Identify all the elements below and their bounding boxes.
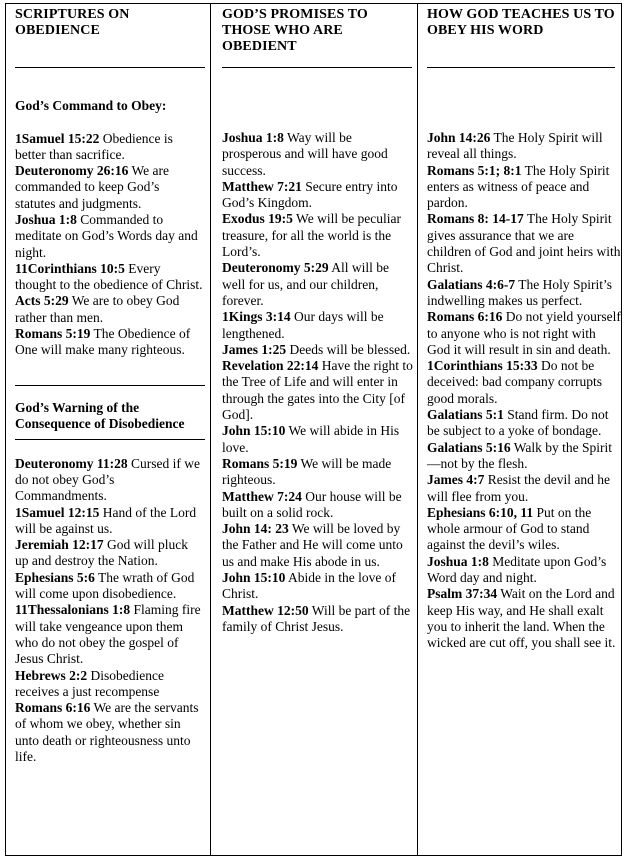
- header-rule: [15, 67, 205, 68]
- column-header: HOW GOD TEACHES US TO OBEY HIS WORD: [427, 7, 615, 38]
- verse-ref: Deuteronomy 26:16: [15, 163, 129, 179]
- list-item: [15, 163, 203, 212]
- verse-text: Do not be deceived: bad company corrupts good morals.: [427, 358, 603, 406]
- list-item: [15, 326, 203, 359]
- verse-text: Every thought to the obedience of Christ.: [15, 260, 203, 293]
- verse-text: Our house will be built on a solid rock.: [222, 488, 402, 520]
- list-item: [222, 423, 414, 456]
- verse-text: Flaming fire will take vengeance upon them who do not obey the gospel of Jesus Christ.: [15, 602, 201, 667]
- verse-text: Do not yield yourself to anyone who is not right with God it will result in sin and death.: [427, 309, 621, 357]
- list-item: [222, 342, 414, 358]
- verse-ref: 1Samuel 15:22: [15, 130, 100, 146]
- list-item: [15, 212, 203, 261]
- column-divider-2: [417, 3, 418, 856]
- verse-ref: Matthew 12:50: [222, 602, 309, 618]
- list-item: [427, 163, 621, 212]
- verse-ref: Deuteronomy 11:28: [15, 455, 128, 471]
- list-item: [427, 407, 621, 440]
- list-item: [222, 456, 414, 489]
- verse-text: We will be made righteous.: [222, 455, 392, 488]
- list-item: [222, 179, 414, 212]
- verse-ref: Acts 5:29: [15, 293, 69, 309]
- column-promises: [222, 7, 414, 635]
- verse-ref: Romans 5:19: [222, 455, 298, 471]
- table-border-left: [5, 3, 6, 856]
- table-border-right: [621, 3, 622, 856]
- verse-text: Will be part of the family of Christ Jesus.: [222, 602, 411, 634]
- verse-ref: 1Corinthians 15:33: [427, 358, 538, 374]
- list-item: [15, 131, 203, 164]
- table-border-bottom: [5, 855, 622, 856]
- list-item: [222, 260, 414, 309]
- verse-ref: John 14: 23: [222, 521, 289, 537]
- verse-ref: Joshua 1:8: [427, 553, 489, 569]
- list-item: [427, 358, 621, 407]
- verse-text: Stand firm. Do not be subject to a yoke of bondage.: [427, 407, 609, 439]
- column-header: GOD’S PROMISES TO THOSE WHO ARE OBEDIENT: [222, 7, 368, 54]
- verse-ref: Matthew 7:24: [222, 488, 302, 504]
- verse-ref: Romans 6:16: [15, 700, 91, 716]
- verse-text: Our days will be lengthened.: [222, 309, 384, 341]
- list-item: [222, 570, 414, 603]
- verse-ref: Galatians 5:16: [427, 439, 511, 455]
- list-item: [427, 586, 621, 651]
- verse-text: Deeds will be blessed.: [286, 341, 411, 357]
- list-item: [15, 456, 203, 505]
- list-item: [15, 570, 203, 603]
- verse-text: We will abide in His love.: [222, 423, 400, 455]
- list-item: [222, 130, 414, 179]
- verse-text: Have the right to the Tree of Life and will enter in through the gates into the City [of God].: [222, 358, 413, 423]
- list-item: [427, 505, 621, 554]
- verse-text: Disobedience receives a just recompense: [15, 667, 164, 699]
- header-rule: [427, 67, 615, 68]
- warning-list: [15, 456, 203, 766]
- verse-ref: Galatians 5:1: [427, 407, 504, 423]
- verse-ref: Romans 5:1; 8:1: [427, 162, 522, 178]
- verse-ref: Romans 8: 14-17: [427, 211, 524, 227]
- list-item: [222, 309, 414, 342]
- list-item: [222, 358, 414, 423]
- verse-ref: Hebrews 2:2: [15, 667, 88, 683]
- verse-text: God will pluck up and destroy the Nation.: [15, 537, 188, 569]
- verse-ref: Revelation 22:14: [222, 358, 319, 374]
- verse-ref: 11Thessalonians 1:8: [15, 602, 131, 618]
- verse-text: Abide in the love of Christ.: [222, 570, 396, 602]
- verse-text: All will be well for us, and our children, forever.: [222, 260, 389, 308]
- column-scriptures: [15, 7, 203, 765]
- verse-text: Hand of the Lord will be against us.: [15, 504, 197, 536]
- list-item: [222, 489, 414, 522]
- verse-ref: Deuteronomy 5:29: [222, 260, 329, 276]
- verse-text: Way will be prosperous and will have good success.: [222, 130, 388, 178]
- verse-text: We are the servants of whom we obey, whether sin unto death or righteousness unto life.: [15, 700, 199, 764]
- list-item: [427, 554, 621, 587]
- list-item: [15, 505, 203, 538]
- list-item: [15, 668, 203, 701]
- list-item: [15, 261, 203, 294]
- column-divider-1: [210, 3, 211, 856]
- verse-ref: Matthew 7:21: [222, 178, 302, 194]
- verse-text: The Holy Spirit gives assurance that we are children of God and joint heirs with Christ.: [427, 211, 621, 276]
- verse-text: We will be peculiar treasure, for all the world is the Lord’s.: [222, 211, 402, 260]
- section-title: God’s Command to Obey:: [15, 98, 167, 113]
- verse-ref: John 14:26: [427, 130, 491, 145]
- table-grid: [5, 3, 622, 856]
- section-rule: [15, 439, 205, 440]
- verse-ref: 11Corinthians 10:5: [15, 260, 125, 276]
- verse-ref: 1Samuel 12:15: [15, 504, 100, 520]
- list-item: [15, 537, 203, 570]
- verse-ref: Romans 6:16: [427, 309, 503, 325]
- verse-ref: Exodus 19:5: [222, 211, 293, 227]
- section-title: God’s Warning of the Consequence of Disobedience: [15, 399, 185, 432]
- verse-text: Wait on the Lord and keep His way, and He shall exalt you to inherit the land. When the wicked are cut off, you shall see it.: [427, 586, 616, 651]
- column-header: SCRIPTURES ON OBEDIENCE: [15, 7, 130, 38]
- verse-ref: James 4:7: [427, 472, 485, 488]
- verse-text: Put on the whole armour of God to stand against the devil’s wiles.: [427, 504, 592, 553]
- verse-ref: Jeremiah 12:17: [15, 537, 104, 553]
- verse-ref: Galatians 4:6-7: [427, 276, 516, 292]
- verse-text: We are commanded to keep God’s statutes and judgments.: [15, 163, 169, 211]
- list-item: [15, 602, 203, 667]
- table-border-top: [5, 3, 622, 4]
- verse-text: Obedience is better than sacrifice.: [15, 130, 173, 162]
- verse-text: Resist the devil and he will flee from you.: [427, 472, 610, 504]
- list-item: [222, 211, 414, 260]
- verse-text: The Obedience of One will make many righteous.: [15, 326, 191, 358]
- teaching-list: [427, 130, 621, 652]
- command-list: [15, 131, 203, 359]
- verse-ref: Ephesians 6:10, 11: [427, 504, 534, 520]
- list-item: [15, 293, 203, 326]
- verse-text: The Holy Spirit will reveal all things.: [427, 130, 603, 162]
- verse-text: Cursed if we do not obey God’s Commandments.: [15, 455, 200, 504]
- verse-ref: Psalm 37:34: [427, 586, 498, 602]
- verse-text: We will be loved by the Father and He will come unto us and make His abode in us.: [222, 521, 403, 569]
- verse-ref: Romans 5:19: [15, 326, 91, 342]
- section-rule: [15, 385, 205, 386]
- verse-ref: James 1:25: [222, 341, 287, 357]
- verse-ref: 1Kings 3:14: [222, 309, 291, 325]
- verse-ref: Joshua 1:8: [222, 130, 284, 145]
- list-item: [222, 521, 414, 570]
- verse-ref: Joshua 1:8: [15, 211, 77, 227]
- column-teaching: [427, 7, 621, 652]
- list-item: [222, 603, 414, 636]
- verse-text: Commanded to meditate on God’s Words day and night.: [15, 211, 198, 260]
- list-item: [427, 440, 621, 473]
- verse-text: The Holy Spirit enters as witness of peace and pardon.: [427, 162, 610, 211]
- promises-list: [222, 130, 414, 635]
- verse-ref: John 15:10: [222, 423, 286, 439]
- list-item: [427, 277, 621, 310]
- verse-ref: Ephesians 5:6: [15, 569, 95, 585]
- verse-text: We are to obey God rather than men.: [15, 293, 180, 325]
- verse-text: The wrath of God will come upon disobedience.: [15, 569, 195, 602]
- verse-text: Secure entry into God’s Kingdom.: [222, 178, 398, 211]
- header-rule: [222, 67, 412, 68]
- verse-text: The Holy Spirit’s indwelling makes us perfect.: [427, 276, 613, 308]
- verse-text: Walk by the Spirit—not by the flesh.: [427, 439, 613, 471]
- list-item: [15, 700, 203, 765]
- list-item: [427, 130, 621, 163]
- list-item: [427, 309, 621, 358]
- list-item: [427, 211, 621, 276]
- verse-text: Meditate upon God’s Word day and night.: [427, 553, 607, 586]
- list-item: [427, 472, 621, 505]
- verse-ref: John 15:10: [222, 570, 286, 586]
